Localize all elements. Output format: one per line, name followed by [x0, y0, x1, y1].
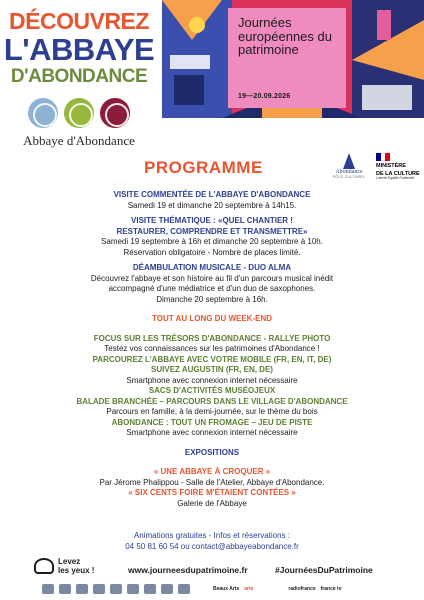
activity-title-mobile-2: SUIVEZ AUGUSTIN (FR, EN, DE) [151, 365, 273, 374]
partner-logo-icon [110, 584, 122, 594]
expo-title-croquer: « UNE ABBAYE À CROQUER » [153, 467, 271, 476]
contact-info [30, 530, 394, 552]
partner-beaux-arts: Beaux Arts [213, 586, 240, 592]
partner-logo-icon [161, 584, 173, 594]
contact-line1: Animations gratuites - Infos et réservations : [133, 531, 291, 540]
section-title-expositions: EXPOSITIONS [184, 447, 240, 457]
partner-logo-icon [76, 584, 88, 594]
blue-seal-icon [28, 98, 58, 128]
event-note: Réservation obligatoire - Nombre de places limité. [123, 247, 301, 257]
expo-text: Galerie de l'Abbaye [177, 498, 247, 508]
programme-title: PROGRAMME [144, 158, 263, 177]
french-flag-icon [376, 153, 390, 161]
partner-logo-icon [178, 584, 190, 594]
contact-line2[interactable]: 04 50 81 60 54 ou contact@abbayeabondance.fr [125, 542, 299, 551]
partner-logo-icon [59, 584, 71, 594]
title-line-abondance: D'ABONDANCE [10, 66, 148, 87]
event-title-visite-thematique-2: RESTAURER, COMPRENDRE ET TRANSMETTRE» [116, 226, 308, 236]
expo-title-six-cents: « SIX CENTS FOIRE M'ÉTAIENT CONTÉES » [128, 488, 296, 497]
partner-logo-icon [127, 584, 139, 594]
activity-text: Parcours en famille, à la demi-journée, sur le thème du bois [106, 407, 318, 416]
activity-text: Smartphone avec connexion internet nécessaire [126, 428, 298, 437]
activity-title-mobile-1: PARCOUREZ L'ABBAYE AVEC VOTRE MOBILE (FR, EN, IT, DE) [92, 354, 332, 364]
ministere-logo [376, 153, 422, 181]
activity-title-balade: BALADE BRANCHÉE – PARCOURS DANS LE VILLAGE D'ABONDANCE [76, 396, 348, 406]
poster-title: Journées européennes du patrimoine [238, 15, 332, 58]
event-when: Samedi 19 et dimanche 20 septembre à 14h15. [127, 200, 297, 210]
poster-card [228, 8, 346, 108]
title-line-abbaye: L'ABBAYE [3, 32, 155, 67]
abondance-logo-name: Abondance [335, 169, 363, 175]
programme-list [30, 190, 394, 509]
partner-logo-icon [144, 584, 156, 594]
event-description: Découvrez l'abbaye et son histoire au fil d'un parcours musical inédit [90, 273, 334, 283]
levez-line1: Levez [58, 557, 81, 566]
title-line-decouvrez: DÉCOUVREZ [9, 8, 149, 34]
abbey-seals [0, 98, 158, 128]
ministere-motto: Liberté Égalité Fraternité [376, 176, 415, 181]
event-when: Samedi 19 septembre à 16h et dimanche 20 septembre à 10h. [101, 237, 323, 246]
ministere-line1: MINISTÈRE [376, 163, 406, 169]
hashtag: #JournéesDuPatrimoine [275, 565, 373, 575]
levez-line2: les yeux ! [58, 566, 95, 575]
activity-text: Smartphone avec connexion internet nécessaire [126, 375, 298, 385]
event-title-visite-commentee: VISITE COMMENTÉE DE L'ABBAYE D'ABONDANCE [113, 190, 311, 199]
red-seal-icon [100, 98, 130, 128]
abbey-name: Abbaye d'Abondance [23, 133, 135, 148]
green-seal-icon [64, 98, 94, 128]
levez-les-yeux-logo [34, 557, 94, 575]
heritage-days-poster [162, 0, 424, 118]
partner-france-tv: france tv [320, 586, 342, 592]
partner-logos [42, 584, 392, 594]
partner-logo-icon [42, 584, 54, 594]
partner-logo-icon [93, 584, 105, 594]
title-block [0, 4, 158, 149]
partner-arte: arte [244, 586, 254, 592]
partner-radiofrance: radiofrance [288, 586, 316, 592]
abondance-logo-sub: PÔLE CULTUREL [332, 175, 366, 179]
website-link[interactable]: www.journeesdupatrimoine.fr [128, 565, 248, 575]
activity-title-fromage: ABONDANCE : TOUT UN FROMAGE – JEU DE PISTE [111, 417, 313, 427]
activity-title-tresors: FOCUS SUR LES TRÉSORS D'ABONDANCE - RALLYE PHOTO [93, 333, 331, 343]
event-when: Dimanche 20 septembre à 16h. [156, 294, 268, 304]
abondance-logo [330, 153, 368, 179]
ministere-line2: DE LA CULTURE [376, 171, 420, 178]
church-spire-icon [343, 153, 355, 169]
section-title-weekend: TOUT AU LONG DU WEEK-END [152, 314, 272, 323]
event-title-visite-thematique-1: VISITE THÉMATIQUE : «QUEL CHANTIER ! [131, 216, 293, 225]
poster-dates: 19—20.09.2026 [238, 93, 291, 100]
event-title-deambulation: DÉAMBULATION MUSICALE - DUO ALMA [132, 263, 292, 272]
activity-title-sacs: SACS D'ACTIVITÉS MUSÉOJEUX [148, 386, 276, 395]
activity-text: Testez vos connaissances sur les patrimoines d'Abondance ! [104, 344, 320, 353]
event-description: accompagné d'une médiatrice et d'un duo de saxophones. [108, 284, 316, 293]
eye-arch-icon [34, 558, 54, 574]
expo-text: Par Jérome Phalippou - Salle de l'Atelier, Abbaye d'Abondance. [99, 477, 325, 487]
